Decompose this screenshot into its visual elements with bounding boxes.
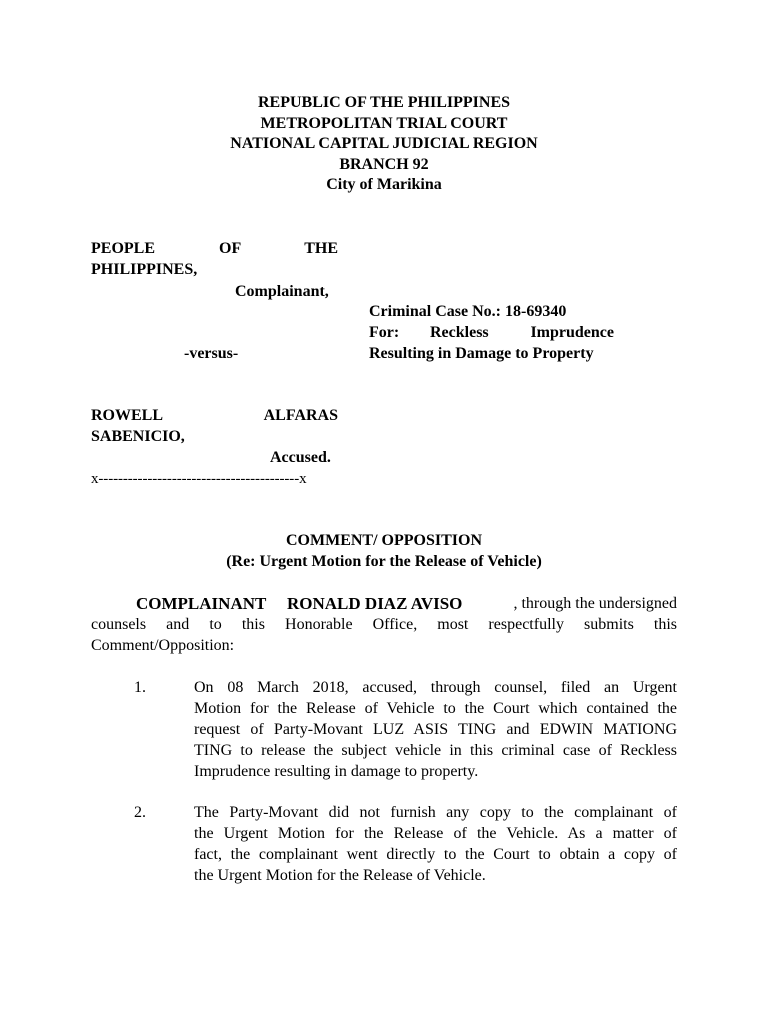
accused-line-2: SABENICIO, xyxy=(91,428,185,445)
document-subtitle: (Re: Urgent Motion for the Release of Vehicle) xyxy=(226,553,542,570)
intro-line-1 xyxy=(136,594,677,615)
case-for-line-1 xyxy=(369,323,614,344)
case-for-line-2: Resulting in Damage to Property xyxy=(369,345,594,362)
caption-separator: x-----------------------------------------x xyxy=(91,471,307,487)
accused-line-1 xyxy=(91,406,338,427)
header-republic: REPUBLIC OF THE PHILIPPINES xyxy=(257,94,511,111)
header-branch: BRANCH 92 xyxy=(339,155,429,173)
accused-role: Accused. xyxy=(270,449,331,466)
paragraph-1-number: 1. xyxy=(134,679,146,696)
complainant-name: RONALD DIAZ AVISO xyxy=(287,594,463,613)
paragraph-1-line-1: On 08 March 2018, accused, through counsel, filed an Urgent xyxy=(194,679,677,696)
plaintiff-role: Complainant, xyxy=(235,283,329,300)
paragraph-1-line-3: request of Party-Movant LUZ ASIS TING and EDWIN MATIONG xyxy=(194,721,677,738)
header-region: NATIONAL CAPITAL JUDICIAL REGION xyxy=(230,135,538,152)
header-city: City of Marikina xyxy=(326,176,442,193)
plaintiff-word-3: THE xyxy=(304,240,338,257)
paragraph-1-line-4: TING to release the subject vehicle in this criminal case of Reckless xyxy=(194,742,677,759)
accused-word-1: ROWELL xyxy=(91,407,164,424)
for-word-3: Imprudence xyxy=(530,324,614,341)
paragraph-2-line-2: the Urgent Motion for the Release of the Vehicle. As a matter of xyxy=(194,825,677,842)
for-word-2: Reckless xyxy=(430,324,489,341)
versus-label: -versus- xyxy=(184,345,239,362)
case-number: Criminal Case No.: 18-69340 xyxy=(369,303,567,320)
court-header xyxy=(0,93,768,196)
intro-line-1-rest: , through the undersigned xyxy=(513,595,677,612)
plaintiff-line-1 xyxy=(91,239,338,260)
header-court: METROPOLITAN TRIAL COURT xyxy=(260,114,508,132)
paragraph-2-line-4: the Urgent Motion for the Release of Vehicle. xyxy=(194,867,486,884)
plaintiff-word-1: PEOPLE xyxy=(91,240,156,257)
paragraph-2-line-1: The Party-Movant did not furnish any copy to the complainant of xyxy=(194,804,677,821)
paragraph-1-line-2: Motion for the Release of Vehicle to the Court which contained the xyxy=(194,700,677,717)
accused-word-2: ALFARAS xyxy=(263,407,338,424)
plaintiff-word-2: OF xyxy=(219,240,242,257)
document-title: COMMENT/ OPPOSITION xyxy=(285,532,482,549)
for-word-1: For: xyxy=(369,324,400,341)
intro-line-3: Comment/Opposition: xyxy=(91,637,235,654)
complainant-label: COMPLAINANT xyxy=(136,594,267,613)
paragraph-1-line-5: Imprudence resulting in damage to property. xyxy=(194,763,479,780)
paragraph-2-line-3: fact, the complainant went directly to the Court to obtain a copy of xyxy=(194,846,677,863)
intro-line-2: counsels and to this Honorable Office, most respectfully submits this xyxy=(91,616,677,633)
plaintiff-line-2: PHILIPPINES, xyxy=(91,261,198,278)
paragraph-2-number: 2. xyxy=(134,804,146,821)
